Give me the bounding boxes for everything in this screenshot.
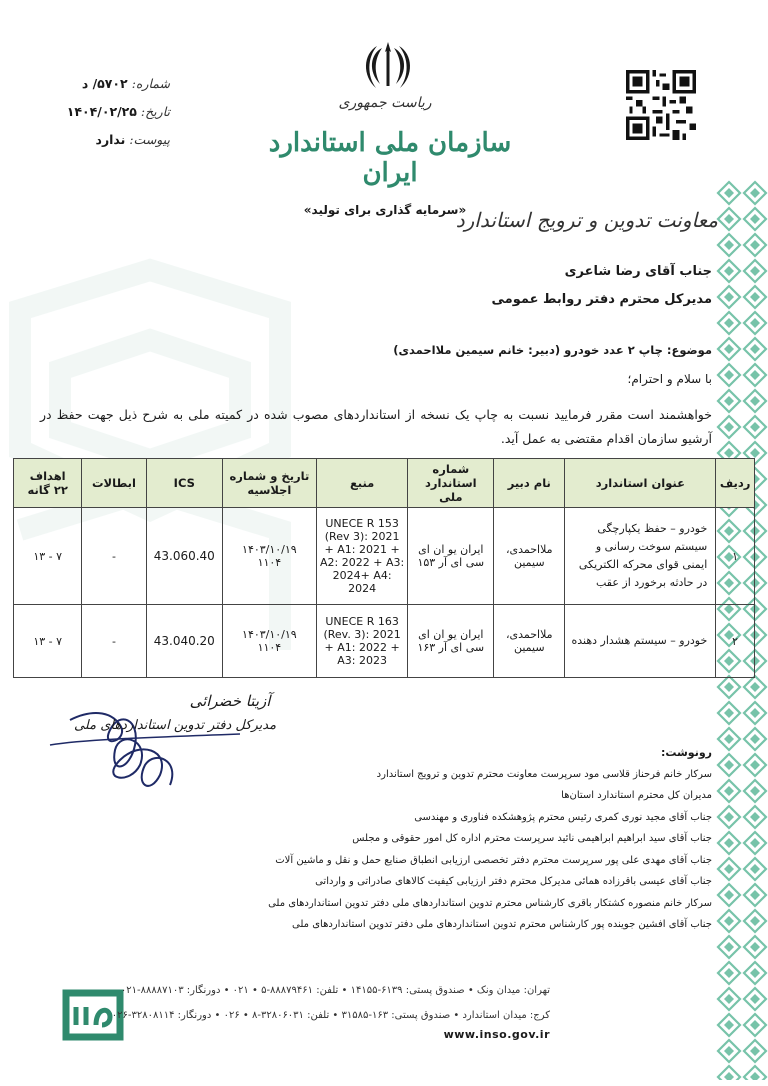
standards-table xyxy=(13,458,755,678)
website-link[interactable]: www.inso.gov.ir xyxy=(443,1028,550,1041)
list-item: سرکار خانم فرحناز قلاسی مود سرپرست معاونت محترم تدوین و ترویج استاندارد xyxy=(376,768,712,780)
recipient xyxy=(292,258,712,314)
list-item: جناب آقای مجید نوری کمری رئیس محترم پژوهشکده فناوری و مهندسی xyxy=(414,811,712,823)
body-paragraph: خواهشمند است مقرر فرمایید نسبت به چاپ یک نسخه از استانداردهای مصوب شده در کمیته ملی به شرح ذیل جهت حفظ در آرشیو سازمان اقدام مقتضی به عمل آید. xyxy=(40,407,712,446)
cell-ics: 43.060.40 xyxy=(146,508,222,605)
list-item: جناب آقای عیسی باقرزاده همائی مدیرکل محترم دفتر ارزیابی کیفیت کالاهای صادراتی و وارداتی xyxy=(315,876,712,887)
list-item: جناب آقای سید ابراهیم ابراهیمی نائید سرپرست محترم اداره کل امور حقوقی و مجلس xyxy=(352,833,712,844)
col-header-national-no: شماره استاندارد ملی xyxy=(408,459,494,508)
col-header-secretary: نام دبیر xyxy=(494,459,565,508)
cell-secretary: ملااحمدی، سیمین xyxy=(494,605,565,678)
col-header-title: عنوان استاندارد xyxy=(565,459,716,508)
letter-attachment: پیوست: ندارد xyxy=(95,132,170,147)
footer-address xyxy=(80,978,550,1028)
list-item: مدیران کل محترم استاندارد استان‌ها xyxy=(561,790,712,801)
cell-row: ۱ xyxy=(716,508,755,605)
cell-cancellations: - xyxy=(82,605,146,678)
col-header-cancellations: ابطالات xyxy=(82,459,146,508)
table-row xyxy=(14,605,755,678)
slogan: «سرمایه گذاری برای تولید» xyxy=(303,203,467,217)
col-header-date: تاریخ و شماره اجلاسیه xyxy=(223,459,317,508)
address-tehran: تهران: میدان ونک • صندوق پستی: ۶۱۳۹-۱۴۱۵۵ • تلفن: ۸۸۸۷۹۴۶۱-۵ • ۰۲۱ • دورنگار: ۸۸۸۸۷۱۰۳-۰۲۱ xyxy=(120,985,550,996)
cell-source: UNECE R 153 (Rev 3): 2021 + A1: 2021 + A2: 2022 + A3: 2024+ A4: 2024 xyxy=(316,508,408,605)
letter-number: شماره: ۵۷۰۲/ د xyxy=(81,76,170,91)
cell-national-no: ایران یو ان ای سی ای آر ۱۶۳ xyxy=(408,605,494,678)
cell-cancellations: - xyxy=(82,508,146,605)
cell-title: خودرو – حفظ یکپارچگی سیستم سوخت رسانی و ایمنی قوای محرکه الکتریکی در حادثه برخورد از عقب xyxy=(565,508,716,605)
subject-line: موضوع: چاپ ۲ عدد خودرو (دبیر: خانم سیمین ملااحمدی) xyxy=(393,343,712,357)
cc-heading: رونوشت: xyxy=(660,746,712,759)
cell-goals: ۷ - ۱۳ xyxy=(14,508,82,605)
cell-national-no: ایران یو ان ای سی ای آر ۱۵۳ xyxy=(408,508,494,605)
greeting: با سلام و احترام؛ xyxy=(627,372,712,386)
col-header-source: منبع xyxy=(316,459,408,508)
letter-meta xyxy=(40,70,170,154)
col-header-ics: ICS xyxy=(146,459,222,508)
list-item: جناب آقای مهدی علی پور سرپرست محترم دفتر تخصصی ارزیابی انطباق صنایع حمل و نقل و ماشین آلات xyxy=(275,854,712,866)
organization-name: سازمان ملی استاندارد ایران xyxy=(268,128,512,188)
table-header-row xyxy=(14,459,755,508)
cell-date: ۱۴۰۳/۱۰/۱۹ ۱۱۰۴ xyxy=(223,605,317,678)
list-item: جناب آقای افشین جوینده پور کارشناس محترم تدوین استانداردهای ملی دفتر تدوین استانداردهای ملی xyxy=(292,919,712,930)
deputy-title: معاونت تدوین و ترویج استاندارد xyxy=(455,208,718,232)
letter-date: تاریخ: ۱۴۰۴/۰۲/۲۵ xyxy=(66,104,170,119)
table-row xyxy=(14,508,755,605)
cell-date: ۱۴۰۳/۱۰/۱۹ ۱۱۰۴ xyxy=(223,508,317,605)
cc-list xyxy=(152,742,712,936)
col-header-row: ردیف xyxy=(716,459,755,508)
cell-ics: 43.040.20 xyxy=(146,605,222,678)
cell-secretary: ملااحمدی، سیمین xyxy=(494,508,565,605)
iran-emblem-icon xyxy=(360,38,416,94)
qr-code xyxy=(626,70,696,140)
cell-source: UNECE R 163 (Rev. 3): 2021 + A1: 2022 + A3: 2023 xyxy=(316,605,408,678)
col-header-goals: اهداف ۲۲ گانه xyxy=(14,459,82,508)
address-karaj: کرج: میدان استاندارد • صندوق پستی: ۱۶۳-۳۱۵۸۵ • تلفن: ۳۲۸۰۶۰۳۱-۸ • ۰۲۶ • دورنگار: ۳۲۸۰۸۱۱۴-۰۲۶ xyxy=(111,1010,550,1021)
cell-title: خودرو – سیستم هشدار دهنده xyxy=(565,605,716,678)
cell-row: ۲ xyxy=(716,605,755,678)
signatory-title: مدیرکل دفتر تدوین استانداردهای ملی xyxy=(73,718,277,733)
list-item: سرکار خانم منصوره کشتکار باقری کارشناس محترم تدوین استانداردهای ملی دفتر تدوین استانداردهای ملی xyxy=(268,897,712,909)
recipient-name: جناب آقای رضا شاعری xyxy=(564,264,712,279)
presidency-label: ریاست جمهوری xyxy=(338,95,432,111)
recipient-title: مدیرکل محترم دفتر روابط عمومی xyxy=(491,292,712,307)
signatory-name: آزیتا خضرائی xyxy=(189,692,271,710)
cell-goals: ۷ - ۱۳ xyxy=(14,605,82,678)
